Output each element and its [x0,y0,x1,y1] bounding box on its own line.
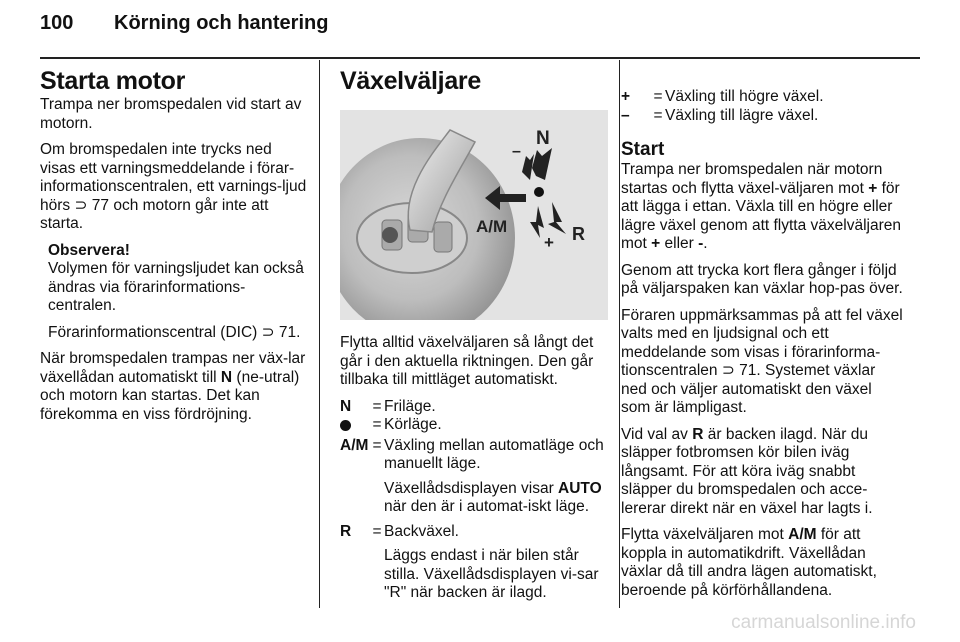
paragraph [621,526,903,600]
text-run: när den är i automat-iskt läge. [384,498,590,515]
watermark: carmanualsonline.info [731,612,916,633]
drive-dot-icon [340,420,351,431]
def-key: A/M [340,436,369,454]
def-key: N [340,397,352,415]
section-heading-starta-motor: Starta motor [40,67,186,95]
def-desc-extra: Läggs endast i när bilen står stilla. Växellådsdisplayen vi-sar "R" när backen är ilagd. [384,547,599,601]
key-label: + [868,179,878,197]
page-ref-icon: ⊃ [721,362,735,379]
page-ref: 77 [91,196,110,214]
text-run: (ne-utral) och motorn kan startas. Det kan förekomma en viss fördröjning. [40,368,300,423]
key-label: + [651,235,661,252]
text-run: eller [660,235,699,252]
display-label: AUTO [558,479,602,497]
note-ref [48,324,308,343]
def-desc: Växling till högre växel. [665,88,824,105]
def-desc-block [384,523,608,609]
text-run: Föraren uppmärksammas på att fel växel valts med en ljudsignal och ett meddelande som visas i förarinforma-tionscentralen [621,306,903,379]
column-2 [340,66,608,609]
paragraph [621,307,903,418]
page-ref: 71. [278,323,301,341]
def-key: – [621,106,630,124]
arrow-plus-shape [530,206,544,238]
def-key: + [621,88,631,105]
text-run: för att koppla in automatikdrift. Växellådan växlar då till andra lägen automatiskt, beroende på körförhållandena. [621,526,877,599]
page-ref: 71. [739,362,761,379]
def-eq: = [372,522,382,540]
def-key: R [340,522,352,540]
definition-list [340,398,608,609]
key-label: - [698,235,704,252]
def-eq: = [653,88,663,105]
gear-selector-illustration [340,110,608,320]
paragraph [40,350,308,424]
text-run: Systemet växlar ned och väljer automatiskt den växel som är lämpligast. [621,362,876,416]
text-run: Växellådsdisplayen visar [384,479,559,497]
column-divider-1 [319,60,320,608]
def-desc: Växling mellan automatläge och manuellt läge. [384,436,604,472]
paragraph [40,141,308,234]
header-rule [40,57,920,59]
figure-label-am: A/M [476,217,508,236]
text-run: för att lägga i ettan. Växla till en högre eller lägre växel genom att flytta växelväljaren mot [621,179,902,252]
chapter-title: Körning och hantering [114,12,329,34]
section-heading-vaxelvaljare: Växelväljare [340,67,481,95]
center-dot-shape [534,187,544,197]
text-run: När bromspedalen trampas ner väx-lar växellådan automatiskt till [40,350,306,386]
def-desc-block [384,437,608,523]
figure-label-r: R [572,224,585,244]
arrow-r-shape [548,202,566,234]
text-run: Flytta växelväljaren mot [621,526,789,543]
note-box [48,242,308,343]
paragraph: Trampa ner bromspedalen vid start av motorn. [40,96,302,132]
def-eq: = [653,106,663,124]
def-desc: Backväxel. [384,522,459,540]
page-ref-icon: ⊃ [261,323,275,341]
section-heading-start: Start [621,139,665,160]
paragraph [621,426,903,519]
figure-label-minus: – [512,143,521,160]
def-desc-extra [384,480,608,517]
key-label: R [692,425,704,443]
def-desc: Friläge. [384,397,436,415]
figure-label-plus: + [544,233,554,252]
text-run: . [703,235,708,252]
page-number: 100 [40,12,74,34]
text-run: Vid val av [621,425,693,443]
text-run: Trampa ner bromspedalen när motorn startas och flytta växel-väljaren mot [621,161,883,197]
key-label: A/M [788,526,817,543]
text-run: Om bromspedalen inte trycks ned visas ett varningsmeddelande i förar-informationscentralen, ett varnings-ljud hörs [40,141,307,214]
text-run: Förarinformationscentral (DIC) [48,323,262,341]
note-text: Volymen för varningsljudet kan också ändras via förarinformations-centralen. [48,260,304,314]
column-3 [621,88,903,608]
column-1 [40,66,308,432]
definition-list [621,88,903,125]
def-eq: = [372,397,382,415]
note-title: Observera! [48,241,130,259]
key-label: N [220,368,233,386]
paragraph: Genom att trycka kort flera gånger i följd på väljarspaken kan växlar hop-pas över. [621,261,903,297]
page-ref-icon: ⊃ [74,196,88,214]
def-desc: Växling till lägre växel. [665,106,819,124]
paragraph: Flytta alltid växelväljaren så långt det går i den aktuella riktningen. Den går tillbaka till mittläget automatiskt. [340,334,594,388]
figure-label-n: N [536,128,550,149]
page-header [40,12,328,35]
arrow-n-shape [532,148,552,180]
column-divider-2 [619,60,620,608]
paragraph [621,161,903,254]
def-eq: = [372,436,382,454]
text-run: och motorn går inte att starta. [40,196,269,232]
def-eq: = [372,416,382,433]
def-desc: Körläge. [384,416,442,433]
text-run: är backen ilagd. När du släpper fotbromsen kör bilen iväg långsamt. För att köra iväg snabbt släpper du bromspedalen och acce-lererar direkt när en växel har lagts i. [621,425,873,517]
def-key-drive [340,416,370,437]
button-shape [382,227,398,243]
